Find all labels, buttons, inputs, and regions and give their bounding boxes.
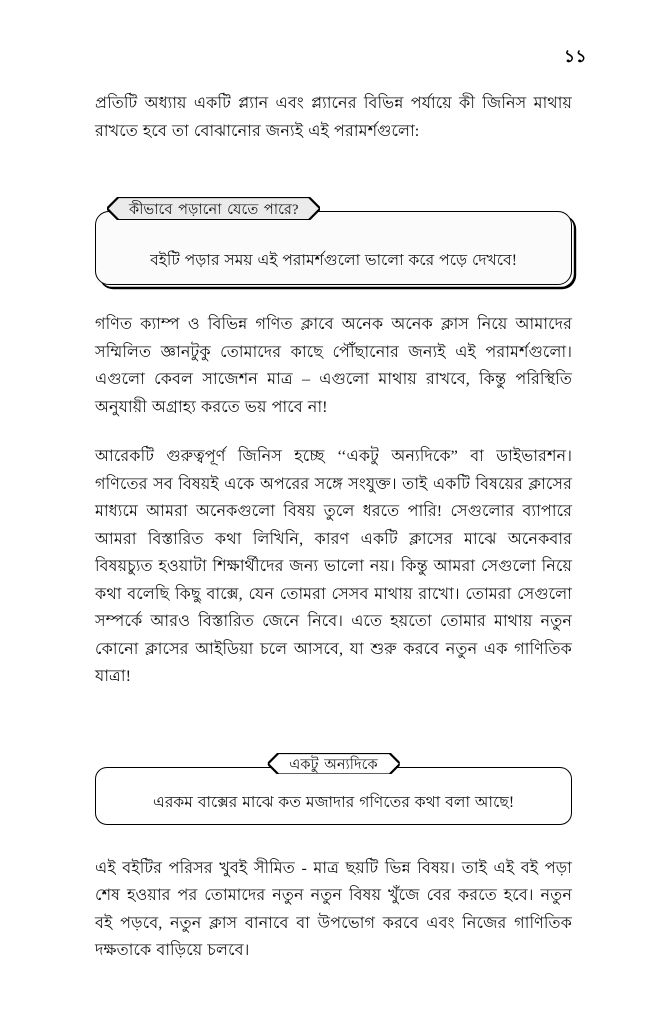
callout-one-tab xyxy=(107,197,320,223)
spacer xyxy=(95,421,572,443)
callout-two-tab xyxy=(267,753,399,779)
callout-how-to-teach xyxy=(95,201,572,285)
spacer xyxy=(95,285,572,311)
callout-diversion xyxy=(95,757,572,825)
callout-one-tab-label: কীভাবে পড়ানো যেতে পারে? xyxy=(129,201,299,218)
intro-paragraph: প্রতিটি অধ্যায় একটি প্ল্যান এবং প্ল্যানের বিভিন্ন পর্যায়ে কী জিনিস মাথায় রাখতে হবে তা বোঝানোর জন্যই এই পরামর্শগুলো: xyxy=(95,94,572,140)
callout-two-body: এরকম বাক্সের মাঝে কত মজাদার গণিতের কথা বলা আছে! xyxy=(152,793,515,811)
body-paragraph-one: গণিত ক্যাম্প ও বিভিন্ন গণিত ক্লাবে অনেক অনেক ক্লাস নিয়ে আমাদের সম্মিলিত জ্ঞানটুকু তোমাদের কাছে পৌঁছানোর জন্যই এই পরামর্শগুলো। এগুলো কেবল সাজেশন মাত্র – এগুলো মাথায় রাখবে, কিন্তু পরিস্থিতি অনুযায়ী অগ্রাহ্য করতে ভয় পাবে না! xyxy=(95,315,572,416)
callout-two-tab-label: একটু অন্যদিকে xyxy=(289,757,378,774)
page-number: ১১ xyxy=(563,47,587,66)
callout-one-body: বইটি পড়ার সময় এই পরামর্শগুলো ভালো করে পড়ে দেখবে! xyxy=(150,252,517,269)
body-paragraph-two: আরেকটি গুরুত্বপূর্ণ জিনিস হচ্ছে ‘‘একটু অন্যদিকে” বা ডাইভারশন। গণিতের সব বিষয়ই একে অপরের সঙ্গে সংযুক্ত। তাই একটি বিষয়ের ক্লাসের মাধ্যমে আমরা অনেকগুলো বিষয় তুলে ধরতে পারি! সেগুলোর ব্যাপারে আমরা বিস্তারিত কথা লিখিনি, কারণ একটি ক্লাসের মাঝে অনেকবার বিষয়চ্যুত হওয়াটা শিক্ষার্থীদের জন্য ভালো নয়। কিন্তু আমরা সেগুলো নিয়ে কথা বলেছি কিছু বাক্সে, যেন তোমরা সেসব মাথায় রাখো। তোমরা সেগুলো সম্পর্কে আরও বিস্তারিত জেনে নিবে। এতে হয়তো তোমার মাথায় নতুন কোনো ক্লাসের আইডিয়া চলে আসবে, যা শুরু করবে নতুন এক গাণিতিক যাত্রা! xyxy=(95,447,572,685)
page-content xyxy=(95,90,572,965)
closing-paragraph: এই বইটির পরিসর খুবই সীমিত - মাত্র ছয়টি ভিন্ন বিষয়। তাই এই বই পড়া শেষ হওয়ার পর তোমাদের নতুন নতুন বিষয় খুঁজে বের করতে হবে। নতুন বই পড়বে, নতুন ক্লাস বানাবে বা উপভোগ করবে এবং নিজের গাণিতিক দক্ষতাকে বাড়িয়ে চলবে। xyxy=(95,858,572,959)
spacer xyxy=(95,825,572,855)
